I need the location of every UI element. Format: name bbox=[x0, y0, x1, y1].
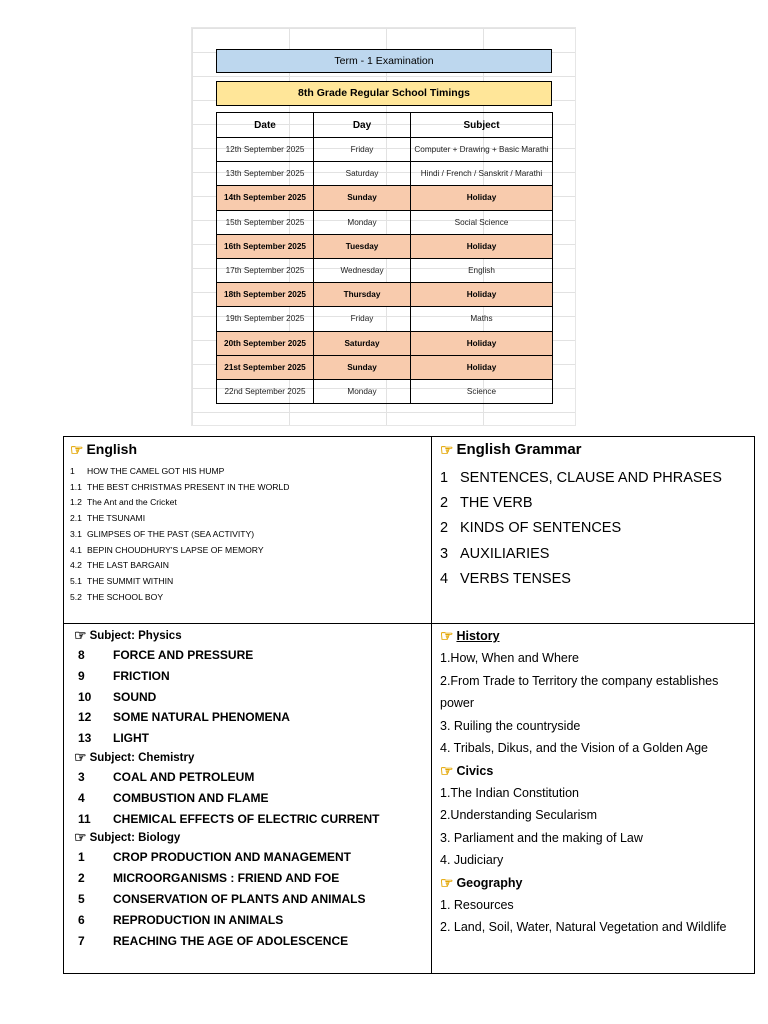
chapter-number: 5.1 bbox=[70, 575, 82, 586]
list-item bbox=[78, 868, 379, 889]
pointing-hand-outline-icon: ☞ bbox=[74, 748, 87, 765]
english-chapter-list bbox=[70, 464, 289, 605]
list-item: 2.Understanding Secularism bbox=[440, 808, 598, 822]
chapter-title: CROP PRODUCTION AND MANAGEMENT bbox=[113, 850, 352, 865]
schedule-row bbox=[217, 258, 553, 282]
chapter-title: AUXILIARIES bbox=[460, 545, 550, 562]
schedule-row-holiday bbox=[217, 331, 553, 355]
list-item bbox=[440, 491, 722, 516]
chapter-title: The Ant and the Cricket bbox=[87, 497, 177, 508]
chapter-title: THE TSUNAMI bbox=[87, 513, 146, 524]
pointing-hand-icon: ☞ bbox=[440, 762, 454, 780]
chapter-title: COMBUSTION AND FLAME bbox=[113, 790, 269, 805]
chapter-title: CONSERVATION OF PLANTS AND ANIMALS bbox=[113, 891, 366, 906]
chapter-number: 3 bbox=[440, 545, 449, 562]
schedule-cell-subject: Maths bbox=[411, 307, 553, 331]
chapter-number: 1 bbox=[70, 466, 75, 476]
grammar-heading-label: English Grammar bbox=[456, 441, 582, 458]
column-header-day: Day bbox=[314, 113, 411, 138]
chapter-number: 2 bbox=[440, 520, 449, 537]
list-item: 3. Ruiling the countryside bbox=[440, 718, 581, 733]
chapter-title: CHEMICAL EFFECTS OF ELECTRIC CURRENT bbox=[113, 811, 380, 826]
list-item bbox=[78, 645, 379, 666]
chapter-title: THE LAST BARGAIN bbox=[87, 560, 169, 571]
list-item: power bbox=[440, 696, 475, 710]
list-item bbox=[70, 527, 289, 543]
pointing-hand-icon: ☞ bbox=[440, 442, 454, 459]
geography-heading bbox=[440, 872, 748, 894]
geography-heading-label: Geography bbox=[456, 875, 523, 890]
chapter-number: 10 bbox=[78, 689, 92, 704]
exam-schedule bbox=[216, 49, 552, 404]
chapter-title: SOUND bbox=[113, 689, 157, 704]
list-item: 1. Resources bbox=[440, 897, 514, 912]
schedule-cell-date: 13th September 2025 bbox=[217, 162, 314, 186]
list-item bbox=[78, 889, 379, 910]
list-item bbox=[70, 543, 289, 559]
list-item bbox=[78, 666, 379, 687]
list-item bbox=[78, 687, 379, 708]
schedule-cell-day: Monday bbox=[314, 210, 411, 234]
schedule-cell-date: 20th September 2025 bbox=[217, 331, 314, 355]
list-item bbox=[78, 707, 379, 728]
list-item: 1.The Indian Constitution bbox=[440, 785, 579, 800]
list-item bbox=[70, 511, 289, 527]
chapter-number: 12 bbox=[78, 710, 92, 725]
chapter-number: 3 bbox=[78, 769, 85, 784]
list-item: 2.From Trade to Territory the company establishes bbox=[440, 673, 719, 688]
grammar-section bbox=[432, 437, 754, 624]
physics-chapter-list bbox=[74, 645, 379, 749]
list-item: 2. Land, Soil, Water, Natural Vegetation and Wildlife bbox=[440, 920, 727, 934]
chapter-title: REACHING THE AGE OF ADOLESCENCE bbox=[113, 933, 349, 948]
schedule-cell-subject: English bbox=[411, 258, 553, 282]
schedule-cell-date: 14th September 2025 bbox=[217, 186, 314, 210]
schedule-row bbox=[217, 162, 553, 186]
schedule-cell-date: 21st September 2025 bbox=[217, 355, 314, 379]
chapter-number: 1 bbox=[78, 850, 85, 865]
schedule-cell-day: Sunday bbox=[314, 355, 411, 379]
list-item bbox=[70, 590, 289, 606]
column-header-subject: Subject bbox=[411, 113, 553, 138]
term-title: Term - 1 Examination bbox=[216, 49, 552, 73]
chapter-number: 5 bbox=[78, 891, 85, 906]
science-section bbox=[64, 624, 432, 973]
schedule-cell-date: 18th September 2025 bbox=[217, 283, 314, 307]
schedule-cell-date: 22nd September 2025 bbox=[217, 379, 314, 403]
schedule-row bbox=[217, 307, 553, 331]
chapter-number: 2.1 bbox=[70, 513, 82, 524]
chapter-number: 1.2 bbox=[70, 497, 82, 508]
chapter-number: 5.2 bbox=[70, 591, 82, 602]
chapter-title: THE SUMMIT WITHIN bbox=[87, 575, 174, 586]
chemistry-heading-label: Subject: Chemistry bbox=[89, 751, 195, 764]
list-item bbox=[70, 480, 289, 496]
list-item bbox=[440, 567, 722, 592]
schedule-row-holiday bbox=[217, 355, 553, 379]
chapter-title: THE SCHOOL BOY bbox=[87, 591, 164, 602]
list-item bbox=[440, 542, 722, 567]
chapter-number: 6 bbox=[78, 912, 85, 927]
schedule-row bbox=[217, 379, 553, 403]
chapter-number: 9 bbox=[78, 668, 85, 683]
list-item bbox=[78, 767, 379, 788]
schedule-cell-date: 12th September 2025 bbox=[217, 138, 314, 162]
chapter-number: 1 bbox=[440, 470, 449, 486]
list-item bbox=[70, 574, 289, 590]
list-item: 3. Parliament and the making of Law bbox=[440, 830, 643, 845]
physics-heading bbox=[74, 627, 379, 645]
english-heading bbox=[70, 441, 137, 458]
list-item bbox=[78, 809, 379, 830]
schedule-cell-subject: Holiday bbox=[411, 355, 553, 379]
schedule-cell-subject: Social Science bbox=[411, 210, 553, 234]
social-science-section bbox=[432, 624, 754, 973]
chapter-number: 13 bbox=[78, 731, 92, 746]
list-item bbox=[78, 847, 379, 868]
pointing-hand-outline-icon: ☞ bbox=[74, 829, 87, 846]
schedule-row-holiday bbox=[217, 283, 553, 307]
chapter-number: 2 bbox=[440, 495, 449, 512]
chapter-number: 4.2 bbox=[70, 560, 82, 571]
pointing-hand-outline-icon: ☞ bbox=[74, 627, 87, 643]
schedule-cell-day: Saturday bbox=[314, 162, 411, 186]
list-item bbox=[78, 788, 379, 809]
column-header-date: Date bbox=[217, 113, 314, 138]
chapter-number: 4.1 bbox=[70, 544, 82, 555]
schedule-cell-day: Saturday bbox=[314, 331, 411, 355]
schedule-cell-subject: Holiday bbox=[411, 234, 553, 258]
schedule-cell-day: Tuesday bbox=[314, 234, 411, 258]
schedule-cell-subject: Holiday bbox=[411, 283, 553, 307]
schedule-cell-day: Monday bbox=[314, 379, 411, 403]
civics-heading-label: Civics bbox=[456, 763, 494, 778]
pointing-hand-icon: ☞ bbox=[70, 442, 84, 459]
history-chapter-list bbox=[440, 647, 748, 760]
list-item bbox=[78, 910, 379, 931]
chapter-title: FORCE AND PRESSURE bbox=[113, 648, 254, 662]
list-item bbox=[440, 516, 722, 541]
schedule-cell-day: Sunday bbox=[314, 186, 411, 210]
schedule-cell-subject: Holiday bbox=[411, 331, 553, 355]
schedule-row-holiday bbox=[217, 186, 553, 210]
chapter-number: 1.1 bbox=[70, 481, 82, 492]
schedule-cell-day: Thursday bbox=[314, 283, 411, 307]
schedule-body bbox=[217, 138, 553, 404]
chapter-title: GLIMPSES OF THE PAST (SEA ACTIVITY) bbox=[87, 528, 255, 539]
chapter-title: THE VERB bbox=[460, 495, 533, 512]
chapter-title: FRICTION bbox=[113, 668, 170, 683]
grammar-chapter-list bbox=[440, 466, 722, 592]
chapter-number: 11 bbox=[78, 811, 91, 826]
chapter-title: REPRODUCTION IN ANIMALS bbox=[113, 912, 284, 927]
biology-chapter-list bbox=[74, 847, 379, 951]
schedule-cell-day: Friday bbox=[314, 307, 411, 331]
list-item bbox=[78, 728, 379, 749]
schedule-cell-day: Wednesday bbox=[314, 258, 411, 282]
biology-heading bbox=[74, 829, 379, 847]
schedule-row bbox=[217, 138, 553, 162]
list-item: 4. Judiciary bbox=[440, 853, 504, 867]
chapter-number: 8 bbox=[78, 648, 85, 662]
schedule-cell-date: 19th September 2025 bbox=[217, 307, 314, 331]
schedule-cell-subject: Computer + Drawing + Basic Marathi bbox=[411, 138, 553, 162]
chapter-title: KINDS OF SENTENCES bbox=[460, 520, 622, 537]
chapter-number: 3.1 bbox=[70, 528, 82, 539]
chapter-number: 7 bbox=[78, 933, 85, 948]
civics-chapter-list bbox=[440, 782, 748, 872]
schedule-table bbox=[216, 112, 553, 404]
schedule-cell-subject: Hindi / French / Sanskrit / Marathi bbox=[411, 162, 553, 186]
chapter-title: SOME NATURAL PHENOMENA bbox=[113, 710, 290, 725]
chapter-title: LIGHT bbox=[113, 731, 149, 746]
biology-heading-label: Subject: Biology bbox=[89, 832, 181, 845]
schedule-cell-date: 15th September 2025 bbox=[217, 210, 314, 234]
list-item bbox=[70, 464, 289, 480]
schedule-cell-subject: Science bbox=[411, 379, 553, 403]
syllabus-grid bbox=[63, 436, 755, 974]
schedule-row bbox=[217, 210, 553, 234]
grade-title: 8th Grade Regular School Timings bbox=[216, 81, 552, 106]
list-item: 4. Tribals, Dikus, and the Vision of a Golden Age bbox=[440, 741, 708, 755]
schedule-cell-day: Friday bbox=[314, 138, 411, 162]
chapter-title: SENTENCES, CLAUSE AND PHRASES bbox=[460, 470, 722, 486]
english-section bbox=[64, 437, 432, 624]
schedule-cell-date: 16th September 2025 bbox=[217, 234, 314, 258]
chapter-title: COAL AND PETROLEUM bbox=[113, 769, 255, 784]
chapter-number: 4 bbox=[78, 790, 85, 805]
chapter-title: HOW THE CAMEL GOT HIS HUMP bbox=[87, 466, 225, 476]
pointing-hand-icon: ☞ bbox=[440, 628, 454, 645]
chapter-title: BEPIN CHOUDHURY'S LAPSE OF MEMORY bbox=[87, 544, 264, 555]
chapter-title: VERBS TENSES bbox=[460, 570, 571, 587]
schedule-row-holiday bbox=[217, 234, 553, 258]
pointing-hand-icon: ☞ bbox=[440, 874, 454, 892]
chapter-title: MICROORGANISMS : FRIEND AND FOE bbox=[113, 871, 340, 886]
physics-heading-label: Subject: Physics bbox=[89, 630, 182, 642]
chemistry-heading bbox=[74, 749, 379, 767]
list-item bbox=[78, 931, 379, 952]
history-heading bbox=[440, 625, 748, 647]
chemistry-chapter-list bbox=[74, 767, 379, 829]
chapter-number: 4 bbox=[440, 570, 449, 587]
geography-chapter-list bbox=[440, 894, 748, 939]
schedule-cell-subject: Holiday bbox=[411, 186, 553, 210]
english-heading-label: English bbox=[86, 441, 138, 457]
chapter-title: THE BEST CHRISTMAS PRESENT IN THE WORLD bbox=[87, 481, 290, 492]
exam-schedule-sheet bbox=[191, 27, 576, 426]
list-item bbox=[70, 495, 289, 511]
schedule-header-row bbox=[217, 113, 553, 138]
grammar-heading bbox=[440, 441, 582, 458]
history-heading-label: History bbox=[456, 629, 500, 643]
list-item: 1.How, When and Where bbox=[440, 651, 579, 665]
list-item bbox=[70, 558, 289, 574]
schedule-cell-date: 17th September 2025 bbox=[217, 258, 314, 282]
chapter-number: 2 bbox=[78, 871, 85, 886]
list-item bbox=[440, 466, 722, 491]
civics-heading bbox=[440, 760, 748, 782]
